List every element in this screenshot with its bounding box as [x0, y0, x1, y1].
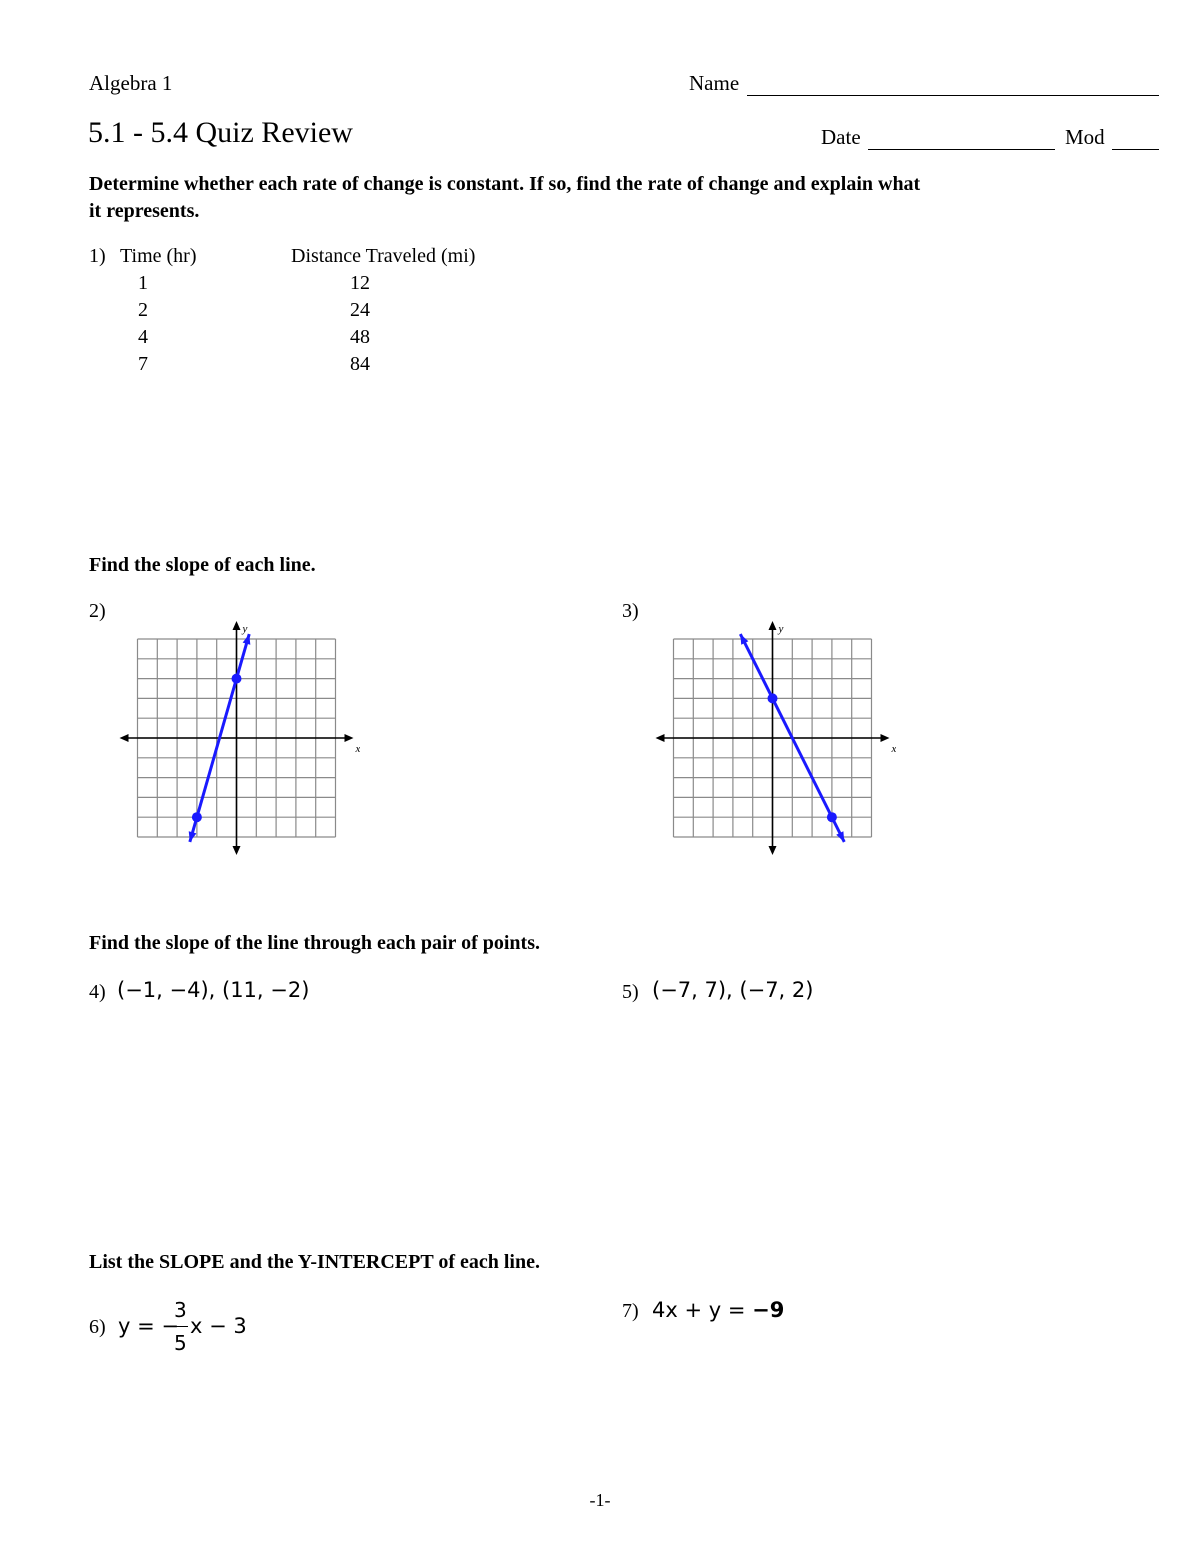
x-axis-arrow-right [345, 734, 354, 742]
course-name: Algebra 1 [89, 71, 173, 95]
problem-7-constant: −9 [752, 1298, 785, 1322]
problem-6-rhs: x − 3 [190, 1314, 247, 1338]
y-axis-label: y [778, 623, 784, 635]
y-axis-arrow-up [769, 621, 777, 630]
table-cell-time: 7 [138, 353, 148, 375]
table-col1-header: Time (hr) [120, 245, 197, 267]
problem-2-number: 2) [89, 600, 106, 622]
problem-4-number: 4) [89, 981, 106, 1003]
problem-5-points: (−7, 7), (−7, 2) [652, 978, 814, 1002]
section4-instruction: List the SLOPE and the Y-INTERCEPT of each line. [89, 1251, 540, 1273]
page-number: -1- [589, 1490, 611, 1510]
graph-point [232, 674, 242, 684]
date-blank-line [868, 149, 1055, 150]
table-cell-time: 4 [138, 326, 148, 348]
table-cell-distance: 84 [350, 353, 370, 375]
problem-6-lhs: y = − [118, 1314, 179, 1338]
problem-6-number: 6) [89, 1316, 106, 1338]
x-axis-arrow-right [881, 734, 890, 742]
table-cell-time: 1 [138, 272, 148, 294]
problem-7-expr: 4x + y = [652, 1298, 753, 1322]
table-cell-distance: 12 [350, 272, 370, 294]
problem-4-points: (−1, −4), (11, −2) [117, 978, 310, 1002]
graph-problem-2 [115, 615, 360, 860]
x-axis-arrow-left [656, 734, 665, 742]
problem-7-number: 7) [622, 1300, 639, 1322]
name-label: Name [689, 71, 740, 95]
section2-instruction: Find the slope of each line. [89, 554, 316, 576]
date-label: Date [821, 125, 861, 149]
graph-point [768, 693, 778, 703]
problem-6-fraction-numerator: 3 [174, 1298, 187, 1322]
table-cell-distance: 24 [350, 299, 370, 321]
problem-6-fraction-bar [172, 1326, 188, 1327]
page-title: 5.1 - 5.4 Quiz Review [88, 116, 353, 149]
graph-problem-3 [651, 615, 896, 860]
x-axis-label: x [891, 743, 896, 755]
mod-blank-line [1112, 149, 1159, 150]
x-axis-label: x [355, 743, 360, 755]
problem-5-number: 5) [622, 981, 639, 1003]
section1-instruction-line2: it represents. [89, 200, 200, 222]
graph-point [827, 812, 837, 822]
section3-instruction: Find the slope of the line through each pair of points. [89, 932, 540, 954]
y-axis-arrow-up [233, 621, 241, 630]
graph-point [192, 812, 202, 822]
problem-1-number: 1) [89, 245, 106, 267]
section1-instruction [89, 171, 1089, 225]
problem-3-number: 3) [622, 600, 639, 622]
x-axis-arrow-left [120, 734, 129, 742]
problem-7-equation [652, 1298, 784, 1322]
mod-label: Mod [1065, 125, 1105, 149]
name-blank-line [747, 95, 1159, 96]
y-axis-arrow-down [769, 846, 777, 855]
table-cell-distance: 48 [350, 326, 370, 348]
section1-instruction-line1: Determine whether each rate of change is constant. If so, find the rate of change and explain what [89, 173, 921, 195]
y-axis-arrow-down [233, 846, 241, 855]
y-axis-label: y [242, 623, 248, 635]
problem-6-fraction-denominator: 5 [174, 1331, 187, 1355]
table-col2-header: Distance Traveled (mi) [291, 245, 476, 267]
table-cell-time: 2 [138, 299, 148, 321]
